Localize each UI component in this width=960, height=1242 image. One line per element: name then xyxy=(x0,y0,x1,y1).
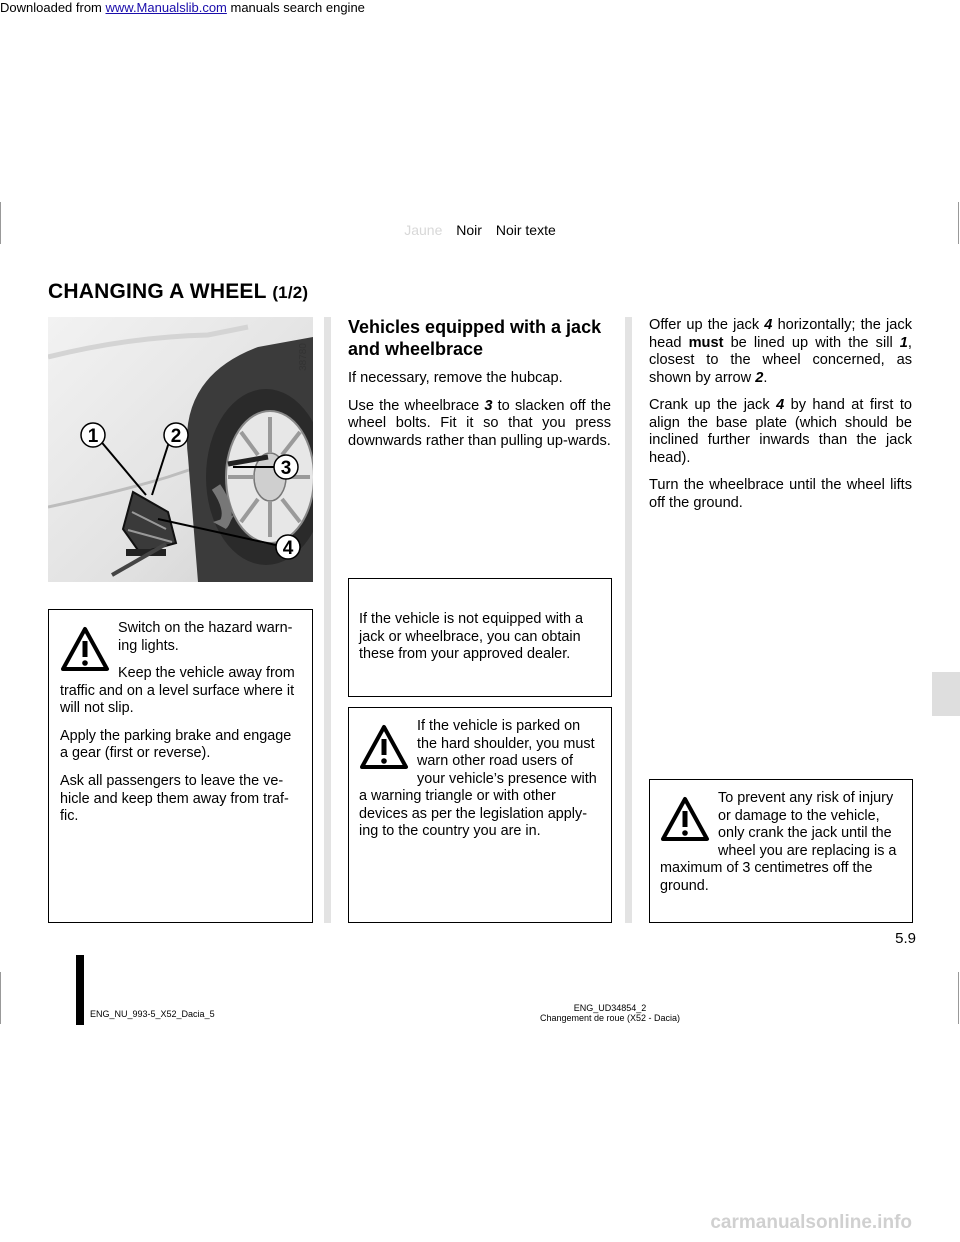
lift-height-warning-text: To prevent any risk of injury or damage to the vehicle, only crank the jack until the wheel you are replacing is a maximum of 3 centimetres off the ground. xyxy=(660,790,897,894)
title-part: (1/2) xyxy=(272,283,309,302)
svg-text:1: 1 xyxy=(87,426,99,447)
note-box-dealer xyxy=(348,578,612,697)
chapter-tab xyxy=(932,672,960,716)
svg-text:4: 4 xyxy=(282,538,294,559)
svg-text:3: 3 xyxy=(280,458,292,479)
jack-illustration xyxy=(48,317,313,582)
crop-mark-left-bottom xyxy=(0,972,1,1024)
warning-triangle-icon xyxy=(660,796,710,842)
crop-mark-right-bottom xyxy=(958,972,959,1024)
column-separator-2 xyxy=(625,317,632,923)
lift-instruction: Turn the wheelbrace until the wheel lifts off the ground. xyxy=(649,477,912,511)
footer-right: ENG_UD34854_2 Changement de roue (X52 - Dacia) xyxy=(539,1003,681,1024)
jack-illustration-svg xyxy=(48,317,313,582)
manualslib-link[interactable]: www.Manualslib.com xyxy=(105,0,227,15)
hazard-warning-text-2: Keep the vehicle away from traffic and on a level surface where it will not slip. xyxy=(60,665,295,717)
callout-1 xyxy=(81,423,105,447)
title-main: CHANGING A WHEEL xyxy=(48,280,267,303)
page-title xyxy=(48,280,308,304)
warning-box-hard-shoulder xyxy=(348,707,612,923)
section-heading: Vehicles equipped with a jack and wheelbrace xyxy=(348,317,602,359)
svg-text:2: 2 xyxy=(170,426,182,447)
right-column xyxy=(649,317,912,522)
crank-instruction: Crank up the jack 4 by hand at first to align the base plate (which should be inclined further inwards than the jack head). xyxy=(649,397,912,466)
warning-box-hazard xyxy=(48,609,313,923)
color-registration-labels xyxy=(0,222,960,238)
warning-triangle-icon xyxy=(359,724,409,770)
hazard-warning-text-4: Ask all passengers to leave the ve-hicle and keep them away from traf-fic. xyxy=(60,772,289,825)
color-label-noir-texte: Noir texte xyxy=(495,222,556,238)
color-label-noir: Noir xyxy=(456,222,482,238)
hazard-warning-text-3: Apply the parking brake and engage a gear (first or reverse). xyxy=(60,727,292,762)
warning-triangle-icon xyxy=(60,626,110,672)
bottom-black-bar xyxy=(76,955,84,1025)
callout-3 xyxy=(274,455,298,479)
hard-shoulder-warning-text: If the vehicle is parked on the hard shoulder, you must warn other road users of your vehicle’s presence with a warning triangle or with other devices as per the legislation apply-ing to the country you are in. xyxy=(359,718,597,840)
figure-ref: 38780 xyxy=(298,343,309,371)
warning-box-lift-height xyxy=(649,779,913,923)
watermark: carmanualsonline.info xyxy=(710,1212,912,1233)
middle-column xyxy=(348,317,611,460)
callout-2 xyxy=(164,423,188,447)
footer-left: ENG_NU_993-5_X52_Dacia_5 xyxy=(90,1009,215,1019)
download-source-bar: Downloaded from www.Manualslib.com manuals search engine xyxy=(0,0,365,15)
jack-position-instruction: Offer up the jack 4 horizontally; the jack head must be lined up with the sill 1, closest to the wheel concerned, as shown by arrow 2. xyxy=(649,317,912,386)
page-number: 5.9 xyxy=(895,930,916,947)
hazard-warning-text-1: Switch on the hazard warn-ing lights. xyxy=(118,620,293,654)
callout-4 xyxy=(276,535,300,559)
dealer-note-text: If the vehicle is not equipped with a jack or wheelbrace, you can obtain these from your approved dealer. xyxy=(359,611,583,663)
column-separator-1 xyxy=(324,317,331,923)
hubcap-instruction: If necessary, remove the hubcap. xyxy=(348,370,563,387)
color-label-jaune: Jaune xyxy=(404,222,443,238)
wheelbrace-instruction: Use the wheelbrace 3 to slacken off the wheel bolts. Fit it so that you press downwards rather than pulling up-wards. xyxy=(348,397,611,449)
